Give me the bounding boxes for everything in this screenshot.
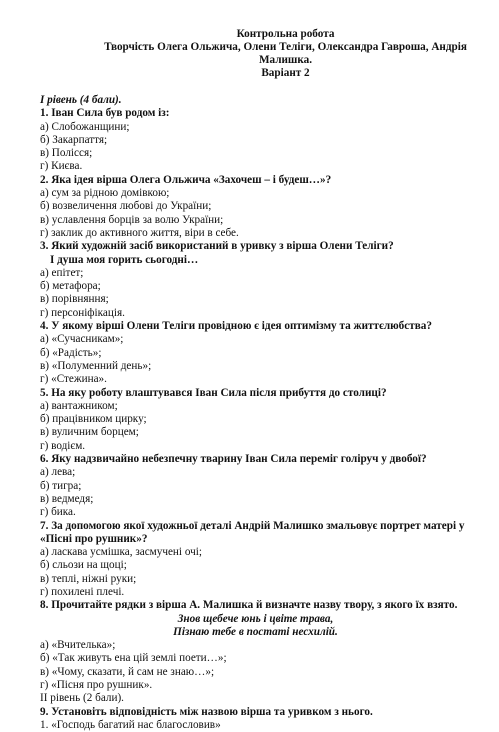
question-2-option-b: б) возвеличення любові до України;	[40, 200, 212, 213]
question-4-option-a: а) «Сучасникам»;	[40, 333, 124, 346]
question-3-option-b: б) метафора;	[40, 280, 101, 293]
level-2-heading: ІІ рівень (2 бали).	[40, 692, 124, 705]
question-2-text: 2. Яка ідея вірша Олега Ольжича «Захочеш – і будеш…»?	[40, 173, 332, 186]
question-6-option-d: г) бика.	[40, 506, 76, 519]
question-8-option-d: г) «Пісня про рушник».	[40, 679, 153, 692]
worksheet-header	[100, 28, 471, 80]
question-7-text: 7. За допомогою якої художньої деталі Андрій Малишко змальовує портрет матері у «Пісні про рушник»?	[40, 519, 465, 545]
question-5-option-c: в) вуличним борцем;	[40, 426, 139, 439]
question-6-option-c: в) ведмедя;	[40, 492, 94, 505]
header-title: Контрольна робота	[236, 28, 335, 40]
question-9-text: 9. Установіть відповідність між назвою вірша та уривком з нього.	[40, 705, 373, 718]
question-5	[40, 387, 471, 453]
header-topic: Творчість Олега Ольжича, Олени Теліги, Олександра Гавроша, Андрія Малишка.	[104, 41, 467, 66]
question-1-option-d: г) Києва.	[40, 160, 83, 173]
question-3-option-c: в) порівняння;	[40, 293, 109, 306]
question-7-option-a: а) ласкава усмішка, засмучені очі;	[40, 546, 202, 559]
question-6	[40, 453, 471, 519]
level-1-heading: I рівень (4 бали).	[40, 94, 122, 106]
question-1	[40, 107, 471, 173]
question-5-option-d: г) водієм.	[40, 439, 86, 452]
question-4	[40, 320, 471, 386]
question-3-excerpt: І душа моя горить сьогодні…	[50, 253, 199, 266]
question-8-quote-line-2: Пізнаю тебе в постаті несхилій.	[173, 625, 338, 638]
question-1-text: 1. Іван Сила був родом із:	[40, 107, 170, 120]
question-2	[40, 174, 471, 240]
question-3-option-a: а) епітет;	[40, 266, 84, 279]
question-1-option-b: б) Закарпаття;	[40, 133, 108, 146]
question-7	[40, 520, 471, 600]
question-3-option-d: г) персоніфікація.	[40, 306, 125, 319]
question-8-text: 8. Прочитайте рядки з вірша А. Малишка й визначте назву твору, з якого їх взято.	[40, 599, 458, 612]
question-6-text: 6. Яку надзвичайно небезпечну тварину Іван Сила переміг голіруч у двобої?	[40, 453, 427, 466]
question-8-option-a: а) «Вчителька»;	[40, 639, 116, 652]
question-4-option-c: в) «Полуменний день»;	[40, 359, 152, 372]
question-5-text: 5. На яку роботу влаштувався Іван Сила після прибуття до столиці?	[40, 386, 387, 399]
question-7-option-c: в) теплі, ніжні руки;	[40, 572, 137, 585]
question-8	[40, 599, 471, 692]
question-8-option-c: в) «Чому, сказати, й сам не знаю…»;	[40, 665, 215, 678]
question-2-option-d: г) заклик до активного життя, віри в себе.	[40, 226, 239, 239]
question-5-option-a: а) вантажником;	[40, 399, 118, 412]
question-8-option-b: б) «Так живуть ена цій землі поети…»;	[40, 652, 227, 665]
question-4-option-d: г) «Стежина».	[40, 373, 107, 386]
question-1-option-a: а) Слобожанщини;	[40, 120, 130, 133]
question-9	[40, 706, 471, 732]
question-9-item-1: 1. «Господь багатий нас благословив»	[40, 718, 221, 731]
question-2-option-a: а) сум за рідною домівкою;	[40, 187, 170, 200]
question-3-text: 3. Який художній засіб використаний в уривку з вірша Олени Теліги?	[40, 240, 394, 253]
question-4-option-b: б) «Радість»;	[40, 346, 102, 359]
header-variant: Варіант 2	[261, 67, 310, 79]
question-5-option-b: б) працівником цирку;	[40, 413, 147, 426]
question-3	[40, 240, 471, 320]
question-1-option-c: в) Полісся;	[40, 147, 93, 160]
question-4-text: 4. У якому вірші Олени Теліги провідною є ідея оптимізму та життєлюбства?	[40, 320, 432, 333]
question-6-option-a: а) лева;	[40, 466, 76, 479]
question-6-option-b: б) тигра;	[40, 479, 82, 492]
question-7-option-d: г) похилені плечі.	[40, 585, 125, 598]
question-7-option-b: б) сльози на щоці;	[40, 559, 127, 572]
question-2-option-c: в) уславлення борців за волю України;	[40, 213, 224, 226]
question-8-quote-line-1: Знов щебече юнь і цвіте трава,	[177, 612, 334, 625]
